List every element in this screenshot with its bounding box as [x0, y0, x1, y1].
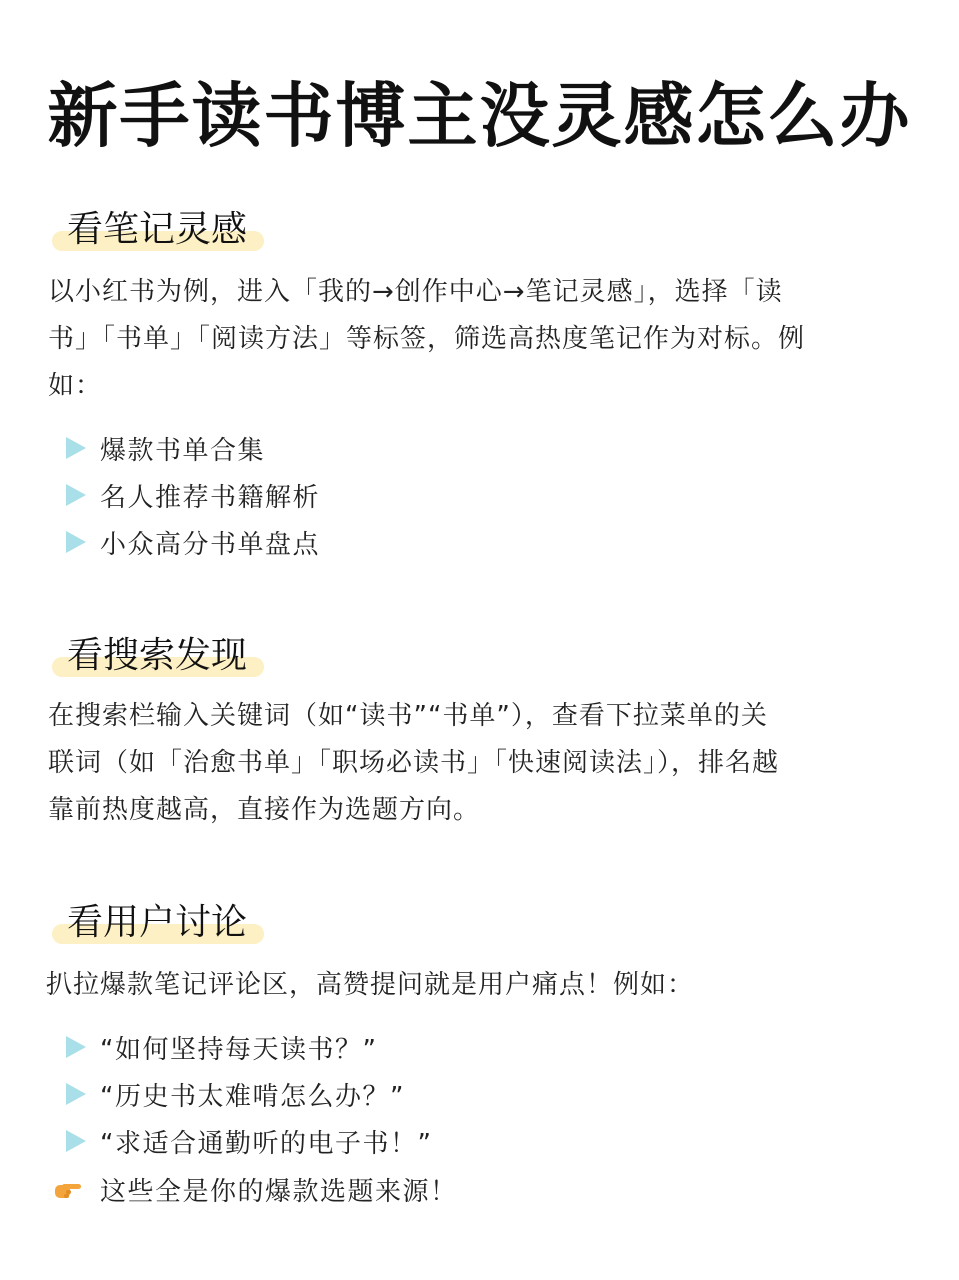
section-heading-notes	[52, 207, 247, 253]
tip-text: 这些全是你的爆款选题来源！	[100, 1176, 458, 1207]
section-heading-text: 看用户讨论	[67, 902, 248, 943]
paragraph-line: 如：	[48, 371, 103, 401]
list-item-text: “求适合通勤听的电子书！”	[100, 1128, 433, 1159]
tip-line	[66, 1169, 458, 1209]
list-item	[66, 1027, 377, 1067]
triangle-bullet-icon	[66, 1083, 86, 1105]
list-item	[66, 475, 320, 515]
paragraph-line: 以小红书为例，进入「我的→创作中心→笔记灵感」，选择「读	[48, 277, 783, 307]
section-heading-users	[52, 900, 247, 946]
page-title: 新手读书博主没灵感怎么办	[47, 75, 912, 157]
list-item-text: 爆款书单合集	[100, 435, 266, 466]
section-paragraph	[48, 693, 898, 834]
triangle-bullet-icon	[66, 484, 86, 506]
list-item	[66, 522, 320, 562]
triangle-bullet-icon	[66, 1130, 86, 1152]
section-paragraph	[46, 962, 896, 1009]
pointing-hand-icon	[54, 1176, 82, 1202]
paragraph-line: 联词（如「治愈书单」「职场必读书」「快速阅读法」），排名越	[48, 748, 780, 778]
paragraph-line: 书」「书单」「阅读方法」等标签，筛选高热度笔记作为对标。例	[48, 324, 806, 354]
list-item	[66, 1074, 405, 1114]
list-item-text: “历史书太难啃怎么办？”	[100, 1081, 405, 1112]
list-item-text: 名人推荐书籍解析	[100, 482, 321, 513]
list-item-text: “如何坚持每天读书？”	[100, 1034, 378, 1065]
triangle-bullet-icon	[66, 437, 86, 459]
paragraph-line: 在搜索栏输入关键词（如“读书”“书单”），查看下拉菜单的关	[48, 701, 768, 731]
list-item	[66, 428, 265, 468]
paragraph-line: 靠前热度越高，直接作为选题方向。	[48, 795, 481, 825]
section-paragraph	[48, 269, 898, 410]
paragraph-line: 扒拉爆款笔记评论区，高赞提问就是用户痛点！例如：	[46, 970, 695, 1000]
triangle-bullet-icon	[66, 1036, 86, 1058]
section-heading-text: 看笔记灵感	[67, 209, 248, 250]
list-item	[66, 1121, 432, 1161]
triangle-bullet-icon	[66, 531, 86, 553]
list-item-text: 小众高分书单盘点	[100, 529, 321, 560]
section-heading-search	[52, 633, 247, 679]
section-heading-text: 看搜索发现	[67, 635, 248, 676]
